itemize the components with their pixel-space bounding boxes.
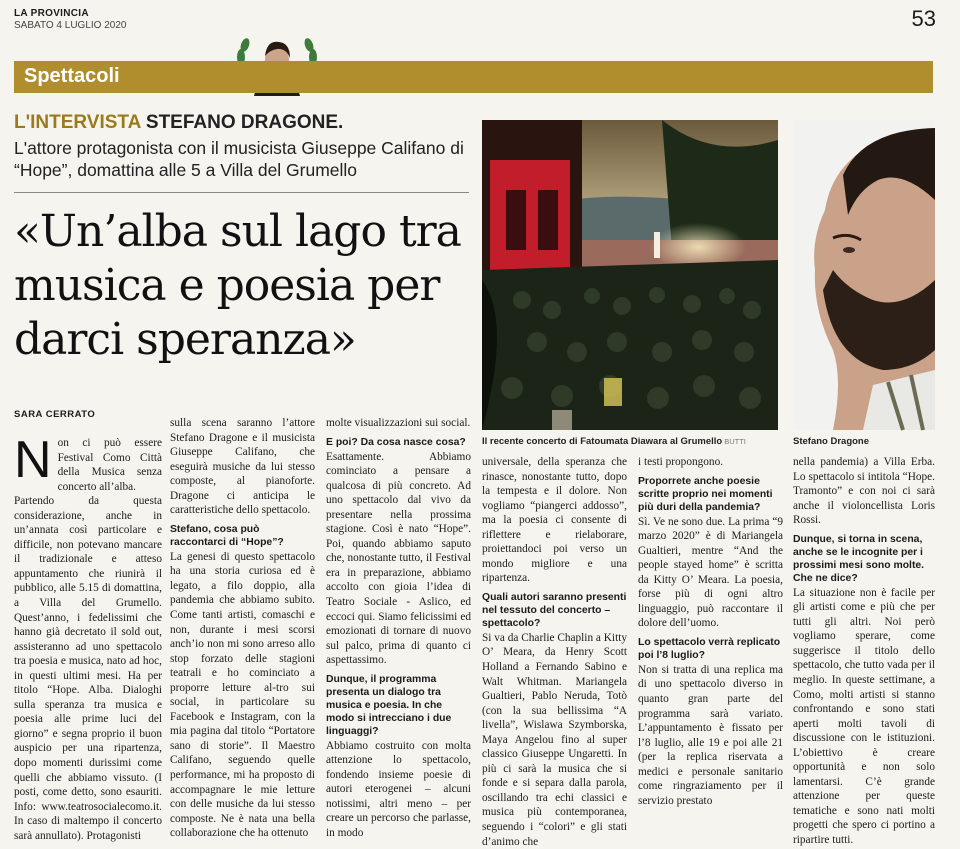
portrait-photo [793, 120, 935, 430]
paragraph: Partendo da questa considerazione, anche in un’annata così particolare e difficile, non potevano mancare il tradizionale e atteso appuntamento che riunirà il pubblico, alle 5.15 di domattina, a Villa del Grumello. Quest’anno, i fedelissimi che hanno già decretato il sold out, assisteranno ad uno spettacolo tra poesia e musica, nato ad hoc, in questi ultimi mesi. Ha per titolo “Hope. Alba. Dialoghi sulla speranza tra musica e poesia alle prime luci del giorno” e segna proprio il buon auspicio per una ripartenza, dopo momenti durissimi come quelli che abbiamo vissuto. (I posti, come detto, sono esauriti. Info: www.teatrosocialecomo.it. In caso di maltempo il concerto sarà annullato). Protagonisti [14, 495, 162, 842]
interview-answer: La situazione non è facile per gli artisti come e più che per tutti gli altri. Noi però vogliamo sperare, come suggerisce il titolo dello spettacolo, che tutto vada per il meglio. In queste settimane, a Como, molti artisti si stanno confrontando e sono stati aperti molti tavoli di discussione con le istituzioni. L’obiettivo è creare opportunità e non solo lamentarsi. C’è grande attenzione per queste tematiche e sono nati molti progetti che spero ci portino a ripartire tutti. [793, 586, 935, 847]
kicker-name: STEFANO DRAGONE. [145, 112, 344, 133]
paragraph: molte visualizzazioni sui social. [326, 417, 471, 429]
caption-text: Il recente concerto di Fatoumata Diawara al Grumello [482, 436, 723, 447]
issue-date: SABATO 4 LUGLIO 2020 [14, 20, 127, 31]
byline: SARA CERRATO [14, 409, 96, 420]
article-column-5 [638, 455, 783, 808]
lead-paragraph [14, 431, 162, 494]
portrait-photo-caption: Stefano Dragone [793, 436, 870, 447]
article-column-3 [326, 416, 471, 841]
paragraph: nella pandemia) a Villa Erba. Lo spettacolo si intitola “Hope. Tramonto” e con noi ci sarà anche il violoncellista Loris Rossi. [793, 456, 935, 527]
interview-answer: Non si tratta di una replica ma di uno spettacolo diverso in quanto gran parte del programma sarà variato. L’appuntamento è fissato per l’8 luglio, alle 19 e poi alle 21 (per la replica riservata a medici e personale sanitario come ringraziamento per il servizio prestato [638, 663, 783, 807]
interview-question: Proporrete anche poesie scritte proprio nei momenti più duri della pandemia? [638, 475, 773, 513]
interview-question: Dunque, il programma presenta un dialogo tra musica e poesia. In che modo si intrecciano i due linguaggi? [326, 673, 452, 737]
section-title: Spettacoli [24, 65, 120, 87]
interview-answer: La genesi di questo spettacolo ha una storia curiosa ed è legato, a filo doppio, alla pandemia che abbiamo subito. Come tanti artisti, comaschi e non, durante i mesi scorsi anch’io non mi sono arreso allo stop forzato delle stagioni teatrali e ho cominciato a proporre letture al-tro sui social, in particolare su Facebook e Instagram, con la mia pagina dal titolo “Portatore sano di storie”. Il Maestro Califano, seguendo quelle performance, mi ha proposto di accompagnare le mie letture con delle musiche da lui stesso composte. Ne è nata una bella collaborazione che ha ottenuto [170, 550, 315, 840]
interview-question: Quali autori saranno presenti nel tessuto del concerto – spettacolo? [482, 591, 627, 629]
interview-question: Lo spettacolo verrà replicato poi l’8 luglio? [638, 636, 781, 661]
article-column-6 [793, 455, 935, 848]
article-column-2 [170, 416, 315, 841]
kicker [14, 112, 343, 134]
interview-answer: Sì. Ve ne sono due. La prima “9 marzo 2020” è di Mariangela Gualtieri, mentre “And the people stayed home” è scritta da Kitty O’ Meara. La poesia, forse più di ogni altro linguaggio, può raccontare il dolore dell’uomo. [638, 515, 783, 630]
article-column-4 [482, 455, 627, 849]
concert-photo [482, 120, 778, 430]
interview-question: E poi? Da cosa nasce cosa? [326, 436, 466, 448]
paragraph: universale, della speranza che rinasce, nonostante tutto, dopo la tempesta e il dolore. Non vogliamo “piangerci addosso”, ma la poesia ci consente di riflettere e rielaborare, proiettandoci poi verso un mondo migliore e una ripartenza. [482, 456, 627, 585]
newspaper-name: LA PROVINCIA [14, 8, 89, 19]
headline: «Un’alba sul lago tra musica e poesia per darci speranza» [14, 206, 461, 365]
kicker-label: L'INTERVISTA [14, 112, 141, 133]
subheadline: L'attore protagonista con il musicista Giuseppe Califano di “Hope”, domattina alle 5 a Villa del Grumello [14, 138, 464, 180]
divider [14, 192, 469, 193]
masthead [14, 8, 126, 32]
interview-answer: Si va da Charlie Chaplin a Kitty O’ Meara, da Henry Scott Holland a Fernando Sabino e Walt Whitman. Mariangela Gualtieri, Pablo Neruda, Totò (con la sua bellissima “A livella”, Wislawa Szymborska, Maya Angelou fino al super classico Giuseppe Ungaretti. In più ci sarà la musica che si fonde e si separa dalla parola, oscillando tra echi classici e musica più contemporanea, seguendo i “colori” e gli stati d’animo che [482, 631, 627, 848]
interview-answer: Esattamente. Abbiamo cominciato a pensare a qualcosa di più concreto. Ad uno spettacolo dal vivo da presentare nella prossima stagione. Così è nato “Hope”. Poi, quando abbiamo saputo che, nonostante tutto, il Festival era in preparazione, abbiamo accolto con gioia l’idea di Teatro Sociale - Aslico, ed eccoci qui. Siamo felicissimi ed emozionati di tornare di nuovo sul palco, prima di quanto ci aspettassimo. [326, 450, 471, 667]
lead-text: on ci può essere Festival Como Città della Musica senza concerto all’alba. [57, 437, 162, 493]
interview-answer: Abbiamo costruito con molta attenzione lo spettacolo, fondendo insieme poesie di autori eterogenei – alcuni notissimi, altri meno – per creare un percorso che parlasse, in modo [326, 739, 471, 840]
paragraph: i testi propongono. [638, 456, 724, 468]
page-number: 53 [911, 6, 936, 31]
drop-cap: N [14, 431, 52, 489]
paragraph: sulla scena saranno l’attore Stefano Dragone e il musicista Giuseppe Califano, che eseguirà musiche da lui stesso composte, al pianoforte. Dragone ci anticipa le caratteristiche dello spettacolo. [170, 417, 315, 517]
photo-credit: BUTTI [724, 437, 746, 446]
interview-question: Dunque, si torna in scena, anche se le incognite per i prossimi mesi sono molte. Che ne dice? [793, 533, 925, 584]
section-banner [14, 61, 933, 93]
article-column-1 [14, 431, 162, 843]
interview-question: Stefano, cosa può raccontarci di “Hope”? [170, 523, 284, 548]
concert-photo-caption [482, 436, 746, 447]
